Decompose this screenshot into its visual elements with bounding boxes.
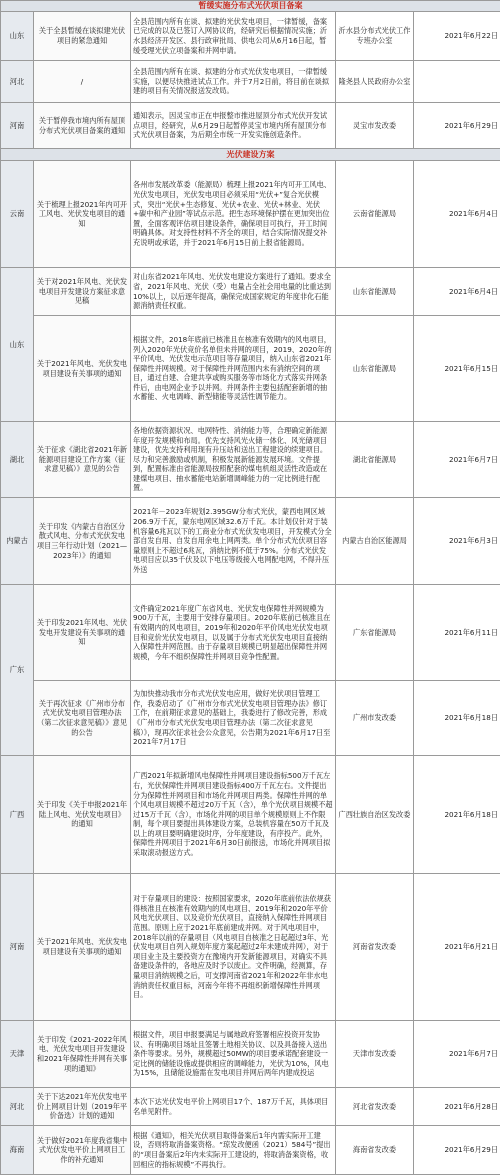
region-cell: 天津 [1,1021,34,1088]
policy-cell: 关于下达2021年光伏发电平价上网项目计划（2019年平价备选）计划的通知 [34,1088,131,1126]
dept-cell: 内蒙古自治区能源局 [336,498,414,585]
table-row [1,268,500,316]
dept-cell: 山东省能源局 [336,268,414,316]
content-cell: 全县范围内所有在谈、拟建的光伏发电项目，一律暂缓，备案已完成的以及已签订入网协议的，经研究后根据情况实施；沂水县经济开发区、县行政审批局、供电公司从6月16日起，暂缓受理光伏立项备案和并网申请。 [131,12,336,61]
table-row [1,103,500,149]
content-cell: 根据《通知》，相关光伏项目取得备案后1年内需实际开工建设，否则将取消备案资格。“琼发改便函（2021）584号”提出的“项目备案后2年内未实际开工建设的，将取消备案资格，收回相应的指标规模”不再执行。 [131,1126,336,1175]
date-cell: 2021年6月7日 [414,1021,500,1088]
date-cell: 2021年6月18日 [414,681,500,756]
table-row [1,585,500,681]
content-cell: 广西2021年拟新增风电保障性并网项目建设指标500万千瓦左右，光伏保障性并网项目建设指标400万千瓦左右。文件提出分为保障性并网项目和市场化并网项目两类。保障性并网的单个风电项目规模不超过20万千瓦（含），单个光伏项目规模不超过15万千瓦（含），市场化并网的项目单个规模原则上不作限制，每个项目要提出具体建设方案，总装机容量在50万千瓦及以上的项目要明确建设时序，分年度建设，有序投产。此外，保障性并网项目于2021年6月30日前报送，市场化并网项目拟采取滚动报送方式。 [131,756,336,874]
content-cell: 根据文件，项目申报要满足与属地政府签署相应投资开发协议、有明确项目场址且签署土地相关协议、以及具备接入送出条件等要求。另外，规模超过50MW的项目要承诺配套建设一定比例的储能设施或提供相应的调峰能力，光伏为10%，风电为15%，且储能设施需在发电项目并网后两年内建成投运 [131,1021,336,1088]
table-row [1,161,500,268]
date-cell: 2021年6月21日 [414,874,500,1021]
dept-cell: 云南省能源局 [336,161,414,268]
content-cell: 对山东省2021年风电、光伏发电建设方案进行了通知。要求全省，2021年风电、光伏（受）电量占全社会用电量的比重达到10%以上，以后逐年提高，确保完成国家规定的年度非化石能源消纳责任权重。 [131,268,336,316]
content-cell: 各地依据资源状况、电网特性、消纳能力等，合理确定新能源年度开发规模和布局。优先支持风光火储一体化、风光储项目建设，优先支持利用现有升压站和送出工程建设的续建项目。尽力和完善激励或机制，积极发展新能源发展环境。文件提到，配置标准由省能源局按照配套的煤电机组灵活性改造或在建煤电项目、抽水蓄能电站新增调峰能力的一定比例进行配置。 [131,422,336,498]
policy-cell: 关于做好2021年度我省集中式光伏发电平价上网项目工作的补充通知 [34,1126,131,1175]
date-cell: 2021年6月18日 [414,756,500,874]
content-cell: 根据文件，2018年底前已核准且在核准有效期内的风电项目，列入2020年光伏竞价名单但未并网的项目，2019、2020年的平价风电、光伏发电示范项目等存量项目，纳入山东省2021年保障性并网规模。对于保障性并网范围内未有消纳空间的项目，通过自建、合建共享或购买服务等市场化方式落实并网条件后，由电网企业予以并网。并网条件主要包括配套新增的抽水蓄能、火电调峰、新型储能等灵活性调节能力。 [131,316,336,422]
dept-cell: 河北省发改委 [336,1088,414,1126]
date-cell: 2021年6月11日 [414,585,500,681]
policy-cell: 关于征求《湖北省2021年新能源项目建设工作方案（征求意见稿）》意见的公告 [34,422,131,498]
content-cell: 对于存量项目的建设：按照国家要求，2020年底前依法依规获得核准且在核准有效期内的风电项目、2019年和2020年平价风电光伏项目、以及竞价光伏项目，直接纳入保障性并网项目范围。原则上应于2021年底前建成并网。对于风电项目中，2018年以前的存量项目（风电项目自核准之日起超过3年、光伏发电项目自列入规划年度方案起超过2年未建成并网），对于项目业主及主要投资方在豫境内开发新能源项目，对确实不具备建设条件的，各地应及时予以废止。文件明确，经测算，存量项目消纳规模之后，可支撑河南省2021年和2022年非水电消纳责任权重目标，河南今年将不再组织新增保障性并网项目。 [131,874,336,1021]
policy-cell: 关于全县暂缓在谈拟建光伏项目的紧急通知 [34,12,131,61]
date-cell: 2021年6月7日 [414,422,500,498]
table-row [1,1021,500,1088]
policy-cell: 关于印发《内蒙古自治区分散式风电、分布式光伏发电项目三年行动计划（2021—2023年）》的通知 [34,498,131,585]
policy-cell: 关于印发2021年风电、光伏发电开发建设有关事项的通知 [34,585,131,681]
content-cell: 本次下达光伏发电平价上网项目17个、187万千瓦，具体项目名单见附件。 [131,1088,336,1126]
date-cell: 2021年6月28日 [414,1088,500,1126]
content-cell: 通知表示，因灵宝市正在申报整市推进屋顶分布式光伏开发试点项目，经研究，从6月29日起暂停灵宝市境内所有屋顶分布式光伏项目备案，为后期全市统一开发实施创造条件。 [131,103,336,149]
region-cell: 云南 [1,161,34,268]
dept-cell: 沂水县分布式光伏工作专班办公室 [336,12,414,61]
dept-cell: 广东省能源局 [336,585,414,681]
date-cell [414,61,500,103]
content-cell: 全县范围内所有在谈、拟建的分布式光伏发电项目，一律暂缓实施，以便尽快推进试点工作。并于7月2日前，将目前在谈拟建的项目有关情况报送发改局。 [131,61,336,103]
dept-cell: 天津市发改委 [336,1021,414,1088]
policy-cell: 关于印发《关于申报2021年陆上风电、光伏发电项目》的通知 [34,756,131,874]
policy-cell: 关于暂停我市境内所有屋顶分布式光伏项目备案的通知 [34,103,131,149]
dept-cell: 广州市发改委 [336,681,414,756]
region-cell: 广东 [1,585,34,756]
region-cell: 内蒙古 [1,498,34,585]
table-row [1,756,500,874]
region-cell: 山东 [1,12,34,61]
content-cell: 文件确定2021年度广东省风电、光伏发电保障性并网规模为900万千瓦，主要用于安排存量项目。2020年底前已核准且在有效期内的风电项目，2019年和2020年平价风电光伏发电项目和竞价光伏发电项目，以及属于分布式光伏发电项目直接纳入保障性并网范围。由于存量项目规模已明显超出保障性并网规模，今年不组织保障性并网项目竞争性配置。 [131,585,336,681]
date-cell: 2021年6月15日 [414,316,500,422]
dept-cell: 灵宝市发改委 [336,103,414,149]
policy-cell: 关于2021年风电、光伏发电项目建设有关事项的通知 [34,316,131,422]
region-cell: 河南 [1,103,34,149]
dept-cell: 海南省发改委 [336,1126,414,1175]
table-row [1,1126,500,1175]
region-cell: 河南 [1,874,34,1021]
table-row [1,874,500,1021]
date-cell: 2021年6月4日 [414,161,500,268]
table-row [1,1088,500,1126]
policy-cell: 关于梳理上报2021年内可开工风电、光伏发电项目的通知 [34,161,131,268]
table-row [1,316,500,422]
region-cell: 河北 [1,1088,34,1126]
content-cell: 为加快推动我市分布式光伏发电应用，做好光伏项目管理工作，我委启动了《广州市分布式光伏发电项目管理办法》修订工作，在前期征求意见的基础上，我委进行了修改完善，形成《广州市分布式光伏发电项目管理办法（第二次征求意见稿）》，现再次征求社会公众意见，公告期为2021年6月17日至2021年7月17日 [131,681,336,756]
region-cell: 山东 [1,268,34,422]
dept-cell: 隆尧县人民政府办公室 [336,61,414,103]
section-title: 暂缓实施分布式光伏项目备案 [1,1,500,12]
content-cell: 2021年－2023年规划2.395GW分布式光伏，蒙西电网区域206.9万千瓦，蒙东电网区域32.6万千瓦。本计划仅针对于装机容量6兆瓦以下的工商业分布式光伏发电项目，开发模式分全部自发自用、自发自用余电上网两类。单个分布式光伏项目容量原则上不超过6兆瓦，消纳比例不低于75%。分布式光伏发电项目应以35千伏及以下电压等级接入电网配电网，不得升压外送 [131,498,336,585]
date-cell: 2021年6月4日 [414,268,500,316]
dept-cell: 山东省能源局 [336,316,414,422]
policy-cell: 关于对2021年风电、光伏发电项目开发建设方案征求意见稿 [34,268,131,316]
table-row [1,422,500,498]
dept-cell: 河南省发改委 [336,874,414,1021]
table-row [1,61,500,103]
table-row [1,681,500,756]
table-row [1,12,500,61]
dept-cell: 广西壮族自治区发改委 [336,756,414,874]
policy-cell: 关于印发《2021-2022年风电、光伏发电项目开发建设和2021年保障性并网有关事项的通知》 [34,1021,131,1088]
date-cell: 2021年6月29日 [414,1126,500,1175]
policy-cell: / [34,61,131,103]
policy-cell: 关于再次征求《广州市分布式光伏发电项目管理办法（第二次征求意见稿）》意见的公告 [34,681,131,756]
policy-cell: 关于2021年风电、光伏发电项目建设有关事项的通知 [34,874,131,1021]
section-title: 光伏建设方案 [1,149,500,161]
date-cell: 2021年6月22日 [414,12,500,61]
region-cell: 河北 [1,61,34,103]
table-row [1,498,500,585]
region-cell: 海南 [1,1126,34,1175]
dept-cell: 湖北省能源局 [336,422,414,498]
region-cell: 广西 [1,756,34,874]
region-cell: 湖北 [1,422,34,498]
date-cell: 2021年6月3日 [414,498,500,585]
date-cell: 2021年6月29日 [414,103,500,149]
content-cell: 各州市发展改革委（能源局）梳理上报2021年内可开工风电、光伏发电项目，光伏发电项目必须采用“光伏+”复合光伏模式，突出“光伏+生态修复、光伏+农业、光伏+林业、光伏+碳中和产业园”等试点示范。把生态环境保护摆在更加突出位置，全面客观评估项目建设条件，确保项目可执行，开工时间明确具体。对支持性材料不齐全的项目，结合实际情况提交补充说明或承诺，并于2021年6月15日前上报省能源局。 [131,161,336,268]
